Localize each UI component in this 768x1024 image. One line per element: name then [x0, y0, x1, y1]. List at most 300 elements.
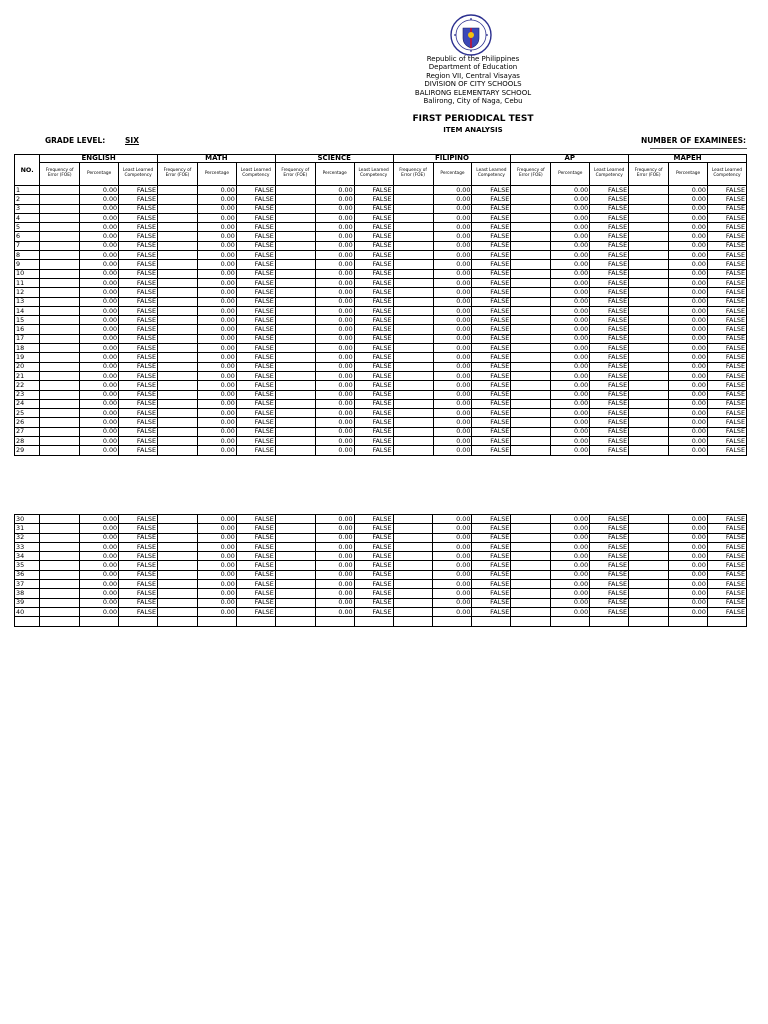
- percentage-cell: 0.00: [197, 446, 236, 455]
- foe-cell[interactable]: [629, 278, 669, 287]
- foe-cell[interactable]: [275, 552, 315, 561]
- foe-cell[interactable]: [275, 589, 315, 598]
- foe-cell[interactable]: [393, 607, 433, 616]
- foe-cell[interactable]: [275, 204, 315, 213]
- foe-cell[interactable]: [40, 353, 80, 362]
- foe-cell[interactable]: [511, 427, 551, 436]
- foe-cell[interactable]: [393, 542, 433, 551]
- foe-cell[interactable]: [629, 552, 669, 561]
- foe-cell[interactable]: [275, 325, 315, 334]
- foe-cell[interactable]: [40, 186, 80, 195]
- foe-cell[interactable]: [511, 570, 551, 579]
- foe-cell[interactable]: [393, 437, 433, 446]
- percentage-cell: 0.00: [197, 316, 236, 325]
- foe-cell[interactable]: [275, 427, 315, 436]
- foe-cell[interactable]: [40, 418, 80, 427]
- empty-cell[interactable]: [707, 617, 746, 626]
- foe-cell[interactable]: [158, 589, 198, 598]
- foe-cell[interactable]: [158, 195, 198, 204]
- foe-cell[interactable]: [40, 334, 80, 343]
- empty-cell[interactable]: [158, 617, 198, 626]
- foe-cell[interactable]: [511, 232, 551, 241]
- foe-cell[interactable]: [629, 542, 669, 551]
- least-learned-cell: FALSE: [354, 251, 393, 260]
- foe-cell[interactable]: [629, 371, 669, 380]
- empty-cell[interactable]: [40, 617, 80, 626]
- foe-cell[interactable]: [511, 524, 551, 533]
- empty-cell[interactable]: [315, 617, 354, 626]
- least-learned-cell: FALSE: [590, 533, 629, 542]
- foe-cell[interactable]: [629, 195, 669, 204]
- foe-cell[interactable]: [393, 325, 433, 334]
- foe-cell[interactable]: [511, 344, 551, 353]
- least-learned-cell: FALSE: [708, 195, 747, 204]
- foe-cell[interactable]: [40, 232, 80, 241]
- empty-cell[interactable]: [669, 617, 708, 626]
- foe-cell[interactable]: [629, 533, 669, 542]
- foe-cell[interactable]: [511, 515, 551, 524]
- foe-cell[interactable]: [275, 241, 315, 250]
- foe-cell[interactable]: [511, 446, 551, 455]
- foe-cell[interactable]: [629, 223, 669, 232]
- foe-cell[interactable]: [511, 223, 551, 232]
- foe-cell[interactable]: [158, 533, 198, 542]
- foe-cell[interactable]: [158, 353, 198, 362]
- foe-cell[interactable]: [275, 542, 315, 551]
- empty-cell[interactable]: [119, 617, 158, 626]
- foe-cell[interactable]: [629, 353, 669, 362]
- foe-cell[interactable]: [393, 418, 433, 427]
- foe-cell[interactable]: [511, 241, 551, 250]
- least-learned-cell: FALSE: [236, 251, 275, 260]
- foe-cell[interactable]: [511, 607, 551, 616]
- foe-cell[interactable]: [511, 195, 551, 204]
- foe-cell[interactable]: [275, 399, 315, 408]
- foe-cell[interactable]: [511, 260, 551, 269]
- foe-cell[interactable]: [629, 269, 669, 278]
- foe-cell[interactable]: [393, 409, 433, 418]
- empty-cell[interactable]: [393, 617, 433, 626]
- foe-cell[interactable]: [40, 213, 80, 222]
- percentage-cell: 0.00: [315, 213, 354, 222]
- foe-cell[interactable]: [511, 306, 551, 315]
- column-header-foe: Frequency of Error (FOE): [158, 163, 198, 186]
- foe-cell[interactable]: [158, 580, 198, 589]
- foe-cell[interactable]: [40, 325, 80, 334]
- foe-cell[interactable]: [275, 561, 315, 570]
- foe-cell[interactable]: [158, 437, 198, 446]
- foe-cell[interactable]: [629, 260, 669, 269]
- foe-cell[interactable]: [275, 213, 315, 222]
- foe-cell[interactable]: [393, 288, 433, 297]
- foe-cell[interactable]: [511, 589, 551, 598]
- foe-cell[interactable]: [40, 269, 80, 278]
- foe-cell[interactable]: [158, 561, 198, 570]
- least-learned-cell: FALSE: [354, 418, 393, 427]
- foe-cell[interactable]: [158, 607, 198, 616]
- foe-cell[interactable]: [275, 278, 315, 287]
- foe-cell[interactable]: [275, 570, 315, 579]
- table-row: [15, 223, 747, 232]
- table-row: [15, 232, 747, 241]
- foe-cell[interactable]: [158, 297, 198, 306]
- percentage-cell: 0.00: [80, 232, 119, 241]
- foe-cell[interactable]: [393, 570, 433, 579]
- foe-cell[interactable]: [393, 580, 433, 589]
- percentage-cell: 0.00: [315, 325, 354, 334]
- foe-cell[interactable]: [275, 186, 315, 195]
- foe-cell[interactable]: [275, 353, 315, 362]
- foe-cell[interactable]: [393, 306, 433, 315]
- least-learned-cell: FALSE: [236, 570, 275, 579]
- foe-cell[interactable]: [275, 446, 315, 455]
- foe-cell[interactable]: [629, 598, 669, 607]
- foe-cell[interactable]: [629, 325, 669, 334]
- foe-cell[interactable]: [158, 371, 198, 380]
- foe-cell[interactable]: [629, 580, 669, 589]
- foe-cell[interactable]: [158, 325, 198, 334]
- percentage-cell: 0.00: [669, 561, 708, 570]
- table-row: [15, 418, 747, 427]
- foe-cell[interactable]: [629, 437, 669, 446]
- foe-cell[interactable]: [158, 316, 198, 325]
- percentage-cell: 0.00: [669, 542, 708, 551]
- foe-cell[interactable]: [393, 524, 433, 533]
- foe-cell[interactable]: [393, 334, 433, 343]
- least-learned-cell: FALSE: [354, 241, 393, 250]
- foe-cell[interactable]: [40, 515, 80, 524]
- foe-cell[interactable]: [511, 390, 551, 399]
- foe-cell[interactable]: [40, 251, 80, 260]
- foe-cell[interactable]: [511, 269, 551, 278]
- foe-cell[interactable]: [158, 241, 198, 250]
- foe-cell[interactable]: [40, 399, 80, 408]
- foe-cell[interactable]: [629, 316, 669, 325]
- foe-cell[interactable]: [40, 278, 80, 287]
- foe-cell[interactable]: [393, 446, 433, 455]
- foe-cell[interactable]: [511, 362, 551, 371]
- foe-cell[interactable]: [629, 232, 669, 241]
- foe-cell[interactable]: [40, 409, 80, 418]
- foe-cell[interactable]: [158, 306, 198, 315]
- foe-cell[interactable]: [158, 515, 198, 524]
- foe-cell[interactable]: [158, 232, 198, 241]
- least-learned-cell: FALSE: [236, 437, 275, 446]
- foe-cell[interactable]: [393, 353, 433, 362]
- foe-cell[interactable]: [629, 418, 669, 427]
- foe-cell[interactable]: [511, 213, 551, 222]
- foe-cell[interactable]: [393, 390, 433, 399]
- foe-cell[interactable]: [629, 213, 669, 222]
- foe-cell[interactable]: [40, 371, 80, 380]
- foe-cell[interactable]: [511, 542, 551, 551]
- empty-cell[interactable]: [629, 617, 669, 626]
- foe-cell[interactable]: [511, 381, 551, 390]
- foe-cell[interactable]: [629, 334, 669, 343]
- foe-cell[interactable]: [275, 598, 315, 607]
- foe-cell[interactable]: [393, 251, 433, 260]
- empty-cell[interactable]: [354, 617, 393, 626]
- foe-cell[interactable]: [393, 598, 433, 607]
- empty-cell[interactable]: [80, 617, 119, 626]
- percentage-cell: 0.00: [315, 316, 354, 325]
- foe-cell[interactable]: [511, 204, 551, 213]
- foe-cell[interactable]: [629, 381, 669, 390]
- foe-cell[interactable]: [40, 241, 80, 250]
- foe-cell[interactable]: [393, 362, 433, 371]
- foe-cell[interactable]: [275, 381, 315, 390]
- foe-cell[interactable]: [511, 409, 551, 418]
- foe-cell[interactable]: [158, 570, 198, 579]
- foe-cell[interactable]: [629, 524, 669, 533]
- foe-cell[interactable]: [393, 186, 433, 195]
- foe-cell[interactable]: [393, 195, 433, 204]
- empty-cell[interactable]: [551, 617, 590, 626]
- foe-cell[interactable]: [40, 344, 80, 353]
- foe-cell[interactable]: [40, 561, 80, 570]
- foe-cell[interactable]: [629, 306, 669, 315]
- foe-cell[interactable]: [511, 437, 551, 446]
- foe-cell[interactable]: [40, 580, 80, 589]
- foe-cell[interactable]: [511, 334, 551, 343]
- foe-cell[interactable]: [158, 418, 198, 427]
- foe-cell[interactable]: [40, 223, 80, 232]
- foe-cell[interactable]: [275, 390, 315, 399]
- foe-cell[interactable]: [393, 589, 433, 598]
- foe-cell[interactable]: [511, 353, 551, 362]
- foe-cell[interactable]: [511, 288, 551, 297]
- foe-cell[interactable]: [158, 213, 198, 222]
- foe-cell[interactable]: [275, 306, 315, 315]
- foe-cell[interactable]: [275, 260, 315, 269]
- foe-cell[interactable]: [629, 427, 669, 436]
- foe-cell[interactable]: [158, 260, 198, 269]
- foe-cell[interactable]: [629, 186, 669, 195]
- percentage-cell: 0.00: [80, 561, 119, 570]
- foe-cell[interactable]: [40, 524, 80, 533]
- foe-cell[interactable]: [40, 598, 80, 607]
- foe-cell[interactable]: [275, 334, 315, 343]
- percentage-cell: 0.00: [669, 316, 708, 325]
- foe-cell[interactable]: [393, 427, 433, 436]
- least-learned-cell: FALSE: [708, 399, 747, 408]
- least-learned-cell: FALSE: [472, 437, 511, 446]
- foe-cell[interactable]: [511, 399, 551, 408]
- foe-cell[interactable]: [629, 399, 669, 408]
- foe-cell[interactable]: [158, 251, 198, 260]
- foe-cell[interactable]: [511, 598, 551, 607]
- foe-cell[interactable]: [511, 186, 551, 195]
- foe-cell[interactable]: [393, 399, 433, 408]
- foe-cell[interactable]: [40, 204, 80, 213]
- foe-cell[interactable]: [629, 515, 669, 524]
- foe-cell[interactable]: [275, 195, 315, 204]
- table-row: [15, 334, 747, 343]
- foe-cell[interactable]: [158, 409, 198, 418]
- empty-cell[interactable]: [472, 617, 511, 626]
- foe-cell[interactable]: [629, 570, 669, 579]
- foe-cell[interactable]: [393, 278, 433, 287]
- foe-cell[interactable]: [629, 251, 669, 260]
- column-header-least-learned: Least Learned Competency: [708, 163, 747, 186]
- foe-cell[interactable]: [40, 533, 80, 542]
- foe-cell[interactable]: [629, 204, 669, 213]
- least-learned-cell: FALSE: [590, 570, 629, 579]
- foe-cell[interactable]: [393, 381, 433, 390]
- foe-cell[interactable]: [511, 325, 551, 334]
- foe-cell[interactable]: [40, 316, 80, 325]
- foe-cell[interactable]: [275, 316, 315, 325]
- foe-cell[interactable]: [40, 589, 80, 598]
- foe-cell[interactable]: [275, 288, 315, 297]
- foe-cell[interactable]: [393, 515, 433, 524]
- foe-cell[interactable]: [511, 278, 551, 287]
- foe-cell[interactable]: [275, 533, 315, 542]
- foe-cell[interactable]: [158, 362, 198, 371]
- foe-cell[interactable]: [511, 371, 551, 380]
- foe-cell[interactable]: [629, 362, 669, 371]
- foe-cell[interactable]: [629, 241, 669, 250]
- foe-cell[interactable]: [40, 195, 80, 204]
- foe-cell[interactable]: [629, 344, 669, 353]
- foe-cell[interactable]: [158, 552, 198, 561]
- foe-cell[interactable]: [158, 269, 198, 278]
- item-number: 21: [15, 371, 40, 380]
- foe-cell[interactable]: [511, 552, 551, 561]
- foe-cell[interactable]: [511, 533, 551, 542]
- foe-cell[interactable]: [275, 269, 315, 278]
- foe-cell[interactable]: [275, 580, 315, 589]
- foe-cell[interactable]: [393, 552, 433, 561]
- foe-cell[interactable]: [40, 427, 80, 436]
- percentage-cell: 0.00: [315, 344, 354, 353]
- foe-cell[interactable]: [275, 344, 315, 353]
- foe-cell[interactable]: [275, 515, 315, 524]
- foe-cell[interactable]: [158, 524, 198, 533]
- empty-cell[interactable]: [511, 617, 551, 626]
- foe-cell[interactable]: [511, 561, 551, 570]
- empty-cell[interactable]: [15, 617, 40, 626]
- foe-cell[interactable]: [158, 390, 198, 399]
- foe-cell[interactable]: [275, 418, 315, 427]
- foe-cell[interactable]: [393, 223, 433, 232]
- foe-cell[interactable]: [629, 288, 669, 297]
- foe-cell[interactable]: [158, 598, 198, 607]
- foe-cell[interactable]: [511, 297, 551, 306]
- foe-cell[interactable]: [393, 316, 433, 325]
- foe-cell[interactable]: [629, 409, 669, 418]
- foe-cell[interactable]: [158, 344, 198, 353]
- foe-cell[interactable]: [629, 561, 669, 570]
- foe-cell[interactable]: [40, 390, 80, 399]
- foe-cell[interactable]: [275, 232, 315, 241]
- foe-cell[interactable]: [40, 297, 80, 306]
- foe-cell[interactable]: [629, 297, 669, 306]
- foe-cell[interactable]: [275, 371, 315, 380]
- foe-cell[interactable]: [393, 204, 433, 213]
- least-learned-cell: FALSE: [236, 306, 275, 315]
- percentage-cell: 0.00: [433, 232, 472, 241]
- foe-cell[interactable]: [393, 533, 433, 542]
- foe-cell[interactable]: [40, 437, 80, 446]
- percentage-cell: 0.00: [197, 552, 236, 561]
- foe-cell[interactable]: [393, 344, 433, 353]
- foe-cell[interactable]: [40, 552, 80, 561]
- foe-cell[interactable]: [629, 390, 669, 399]
- percentage-cell: 0.00: [433, 260, 472, 269]
- foe-cell[interactable]: [275, 223, 315, 232]
- foe-cell[interactable]: [158, 278, 198, 287]
- foe-cell[interactable]: [393, 297, 433, 306]
- foe-cell[interactable]: [629, 607, 669, 616]
- foe-cell[interactable]: [40, 570, 80, 579]
- empty-cell[interactable]: [590, 617, 629, 626]
- foe-cell[interactable]: [40, 362, 80, 371]
- empty-cell[interactable]: [236, 617, 275, 626]
- least-learned-cell: FALSE: [707, 542, 746, 551]
- least-learned-cell: FALSE: [236, 598, 275, 607]
- foe-cell[interactable]: [275, 297, 315, 306]
- foe-cell[interactable]: [275, 524, 315, 533]
- foe-cell[interactable]: [275, 607, 315, 616]
- foe-cell[interactable]: [393, 241, 433, 250]
- least-learned-cell: FALSE: [472, 260, 511, 269]
- foe-cell[interactable]: [158, 427, 198, 436]
- foe-cell[interactable]: [393, 269, 433, 278]
- percentage-cell: 0.00: [551, 418, 590, 427]
- foe-cell[interactable]: [393, 371, 433, 380]
- foe-cell[interactable]: [158, 381, 198, 390]
- foe-cell[interactable]: [40, 446, 80, 455]
- foe-cell[interactable]: [511, 251, 551, 260]
- foe-cell[interactable]: [393, 260, 433, 269]
- foe-cell[interactable]: [275, 409, 315, 418]
- foe-cell[interactable]: [275, 251, 315, 260]
- foe-cell[interactable]: [158, 334, 198, 343]
- foe-cell[interactable]: [40, 260, 80, 269]
- column-header-percentage: Percentage: [551, 163, 590, 186]
- percentage-cell: 0.00: [80, 418, 119, 427]
- foe-cell[interactable]: [158, 288, 198, 297]
- foe-cell[interactable]: [158, 542, 198, 551]
- foe-cell[interactable]: [511, 418, 551, 427]
- foe-cell[interactable]: [40, 542, 80, 551]
- foe-cell[interactable]: [40, 607, 80, 616]
- foe-cell[interactable]: [40, 306, 80, 315]
- foe-cell[interactable]: [158, 204, 198, 213]
- foe-cell[interactable]: [158, 399, 198, 408]
- foe-cell[interactable]: [275, 437, 315, 446]
- foe-cell[interactable]: [40, 288, 80, 297]
- foe-cell[interactable]: [511, 580, 551, 589]
- empty-cell[interactable]: [197, 617, 236, 626]
- foe-cell[interactable]: [158, 446, 198, 455]
- percentage-cell: 0.00: [197, 418, 236, 427]
- empty-cell[interactable]: [275, 617, 315, 626]
- foe-cell[interactable]: [158, 186, 198, 195]
- foe-cell[interactable]: [158, 223, 198, 232]
- foe-cell[interactable]: [629, 589, 669, 598]
- percentage-cell: 0.00: [551, 381, 590, 390]
- foe-cell[interactable]: [40, 381, 80, 390]
- foe-cell[interactable]: [393, 232, 433, 241]
- empty-cell[interactable]: [433, 617, 472, 626]
- foe-cell[interactable]: [275, 362, 315, 371]
- foe-cell[interactable]: [393, 213, 433, 222]
- foe-cell[interactable]: [393, 561, 433, 570]
- foe-cell[interactable]: [629, 446, 669, 455]
- foe-cell[interactable]: [511, 316, 551, 325]
